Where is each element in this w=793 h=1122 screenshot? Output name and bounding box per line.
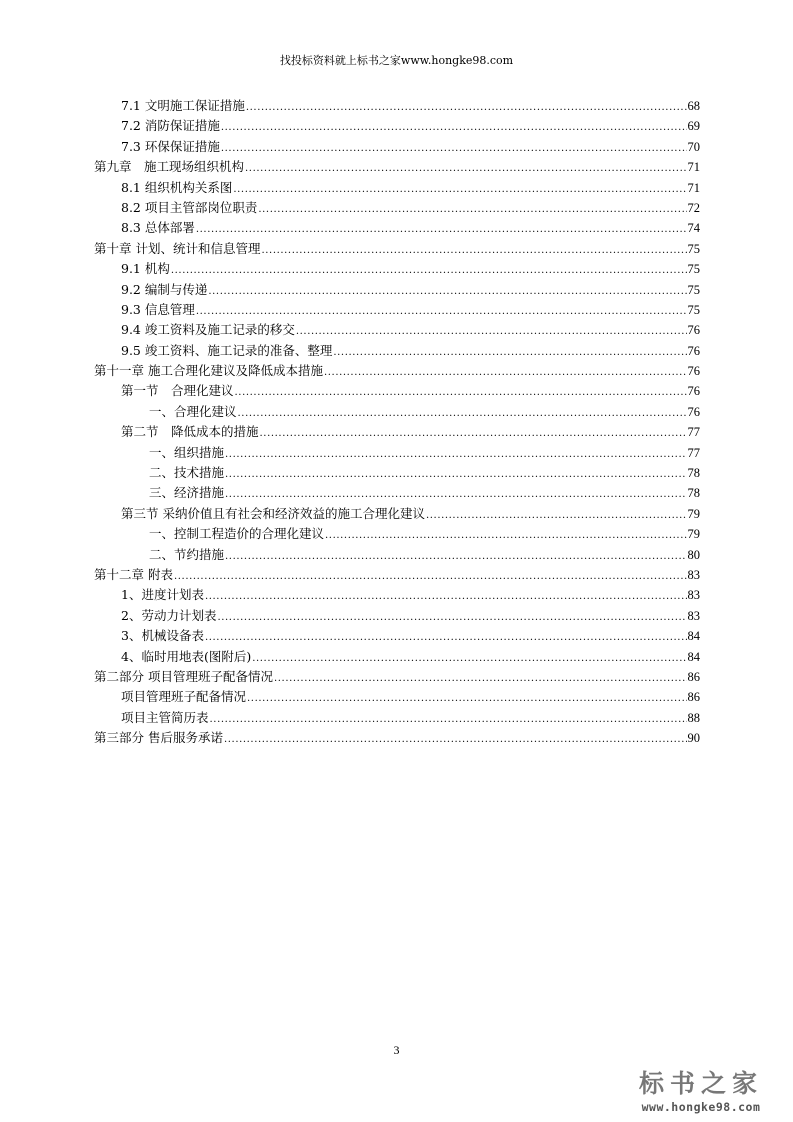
toc-entry[interactable] bbox=[94, 239, 700, 259]
toc-entry[interactable] bbox=[94, 647, 700, 667]
dot-leader bbox=[225, 463, 686, 485]
page-header: 找投标资料就上标书之家www.hongke98.com bbox=[279, 54, 514, 67]
dot-leader bbox=[261, 239, 686, 261]
toc-entry-page: 88 bbox=[687, 710, 700, 725]
toc-entry-page: 75 bbox=[687, 282, 700, 297]
dot-leader bbox=[274, 667, 687, 689]
toc-entry-page: 76 bbox=[687, 384, 700, 399]
toc-entry-title: 9.2 编制与传递 bbox=[121, 281, 208, 297]
toc-entry[interactable] bbox=[94, 667, 700, 687]
toc-entry-page: 84 bbox=[687, 649, 700, 664]
dot-leader bbox=[247, 687, 686, 709]
dot-leader bbox=[325, 524, 686, 546]
toc-entry[interactable] bbox=[94, 178, 700, 198]
toc-entry-title: 第二节 降低成本的措施 bbox=[121, 424, 259, 440]
toc-entry[interactable] bbox=[94, 218, 700, 238]
dot-leader bbox=[296, 320, 687, 342]
toc-entry-page: 86 bbox=[687, 669, 700, 684]
toc-entry-title: 9.4 竣工资料及施工记录的移交 bbox=[121, 322, 295, 338]
toc-entry-title: 8.2 项目主管部岗位职责 bbox=[121, 199, 258, 215]
toc-entry-page: 71 bbox=[687, 180, 700, 195]
dot-leader bbox=[171, 259, 687, 281]
toc-entry-page: 70 bbox=[687, 139, 700, 154]
dot-leader bbox=[225, 443, 686, 465]
toc-entry[interactable] bbox=[94, 198, 700, 218]
toc-entry[interactable] bbox=[94, 708, 700, 728]
toc-entry-title: 9.1 机构 bbox=[121, 261, 170, 277]
toc-entry-title: 项目主管简历表 bbox=[121, 709, 209, 725]
dot-leader bbox=[217, 606, 686, 628]
toc-entry-title: 一、控制工程造价的合理化建议 bbox=[149, 526, 325, 542]
dot-leader bbox=[235, 381, 687, 403]
toc-entry-page: 75 bbox=[687, 262, 700, 277]
toc-entry-page: 76 bbox=[687, 343, 700, 358]
toc-entry[interactable] bbox=[94, 320, 700, 340]
toc-entry-page: 78 bbox=[687, 486, 700, 501]
toc-entry-title: 1、进度计划表 bbox=[121, 587, 204, 603]
dot-leader bbox=[260, 422, 687, 444]
watermark-url: www.hongke98.com bbox=[641, 1100, 761, 1114]
toc-entry[interactable] bbox=[94, 381, 700, 401]
toc-entry-page: 74 bbox=[687, 221, 700, 236]
toc-entry-title: 2、劳动力计划表 bbox=[121, 607, 217, 623]
dot-leader bbox=[210, 708, 687, 730]
dot-leader bbox=[252, 647, 686, 669]
toc-entry[interactable] bbox=[94, 137, 700, 157]
toc-entry-title: 7.2 消防保证措施 bbox=[121, 118, 220, 134]
toc-entry[interactable] bbox=[94, 463, 700, 483]
toc-entry-title: 第十二章 附表 bbox=[94, 566, 173, 582]
dot-leader bbox=[225, 545, 686, 567]
toc-entry-page: 68 bbox=[687, 99, 700, 113]
toc-entry-page: 78 bbox=[687, 466, 700, 481]
dot-leader bbox=[245, 157, 686, 179]
toc-entry[interactable] bbox=[94, 728, 700, 748]
toc-entry-page: 75 bbox=[687, 241, 700, 256]
toc-entry-title: 3、机械设备表 bbox=[121, 628, 204, 644]
toc-entry-page: 77 bbox=[687, 425, 700, 440]
toc-entry-page: 83 bbox=[687, 608, 700, 623]
dot-leader bbox=[205, 626, 687, 648]
toc-entry[interactable] bbox=[94, 524, 700, 544]
watermark-logo bbox=[621, 1068, 781, 1114]
dot-leader bbox=[246, 96, 687, 118]
toc-entry[interactable] bbox=[94, 626, 700, 646]
toc-entry[interactable] bbox=[94, 585, 700, 605]
toc-entry-page: 83 bbox=[687, 588, 700, 603]
toc-entry-page: 72 bbox=[687, 200, 700, 215]
toc-entry-title: 8.1 组织机构关系图 bbox=[121, 179, 233, 195]
toc-entry[interactable] bbox=[94, 259, 700, 279]
page-number: 3 bbox=[393, 1043, 400, 1057]
toc-entry-title: 一、组织措施 bbox=[149, 444, 225, 460]
toc-entry-title: 7.1 文明施工保证措施 bbox=[121, 98, 245, 113]
dot-leader bbox=[233, 178, 686, 200]
toc-entry[interactable] bbox=[94, 402, 700, 422]
toc-entry-title: 第三部分 售后服务承诺 bbox=[94, 730, 223, 746]
toc-entry-title: 9.3 信息管理 bbox=[121, 301, 195, 317]
toc-entry[interactable] bbox=[94, 341, 700, 361]
toc-entry[interactable] bbox=[94, 545, 700, 565]
toc-entry[interactable] bbox=[94, 504, 700, 524]
toc-entry-page: 84 bbox=[687, 629, 700, 644]
toc-entry-page: 76 bbox=[687, 323, 700, 338]
table-of-contents bbox=[94, 96, 700, 749]
toc-entry-page: 79 bbox=[687, 527, 700, 542]
dot-leader bbox=[238, 402, 687, 424]
toc-entry-title: 8.3 总体部署 bbox=[121, 220, 195, 236]
dot-leader bbox=[174, 565, 687, 587]
dot-leader bbox=[196, 218, 687, 240]
toc-entry[interactable] bbox=[94, 280, 700, 300]
toc-entry-page: 76 bbox=[687, 404, 700, 419]
dot-leader bbox=[205, 585, 687, 607]
toc-entry[interactable] bbox=[94, 157, 700, 177]
watermark-name: 标书之家 bbox=[638, 1069, 763, 1098]
dot-leader bbox=[225, 483, 686, 505]
toc-entry-title: 项目管理班子配备情况 bbox=[121, 689, 247, 705]
dot-leader bbox=[426, 504, 687, 526]
toc-entry[interactable] bbox=[94, 606, 700, 626]
toc-entry-page: 79 bbox=[687, 506, 700, 521]
toc-entry-title: 第十章 计划、统计和信息管理 bbox=[94, 240, 261, 256]
toc-entry[interactable] bbox=[94, 361, 700, 381]
toc-entry[interactable] bbox=[94, 565, 700, 585]
toc-entry-page: 77 bbox=[687, 445, 700, 460]
toc-entry-title: 第一节 合理化建议 bbox=[121, 383, 234, 399]
dot-leader bbox=[224, 728, 687, 750]
toc-entry[interactable] bbox=[94, 443, 700, 463]
toc-entry[interactable] bbox=[94, 483, 700, 503]
dot-leader bbox=[196, 300, 687, 322]
toc-entry-page: 75 bbox=[687, 302, 700, 317]
toc-entry-title: 第二部分 项目管理班子配备情况 bbox=[94, 668, 273, 684]
toc-entry[interactable] bbox=[94, 687, 700, 707]
dot-leader bbox=[324, 361, 687, 383]
toc-entry-page: 80 bbox=[687, 547, 700, 562]
toc-entry-title: 二、技术措施 bbox=[149, 465, 225, 481]
toc-entry-title: 二、节约措施 bbox=[149, 546, 225, 562]
dot-leader bbox=[258, 198, 686, 220]
dot-leader bbox=[221, 137, 687, 159]
toc-entry-title: 三、经济措施 bbox=[149, 485, 225, 501]
toc-entry-page: 71 bbox=[687, 160, 700, 175]
toc-entry[interactable] bbox=[94, 422, 700, 442]
toc-entry-title: 第九章 施工现场组织机构 bbox=[94, 159, 245, 175]
toc-entry[interactable] bbox=[94, 116, 700, 136]
toc-entry-title: 一、合理化建议 bbox=[149, 403, 237, 419]
dot-leader bbox=[333, 341, 686, 363]
toc-entry[interactable] bbox=[94, 96, 700, 116]
dot-leader bbox=[208, 280, 686, 302]
toc-entry-title: 第三节 采纳价值且有社会和经济效益的施工合理化建议 bbox=[121, 505, 425, 521]
toc-entry-title: 4、临时用地表(图附后) bbox=[121, 648, 252, 664]
toc-entry-title: 9.5 竣工资料、施工记录的准备、整理 bbox=[121, 342, 333, 358]
toc-entry-title: 7.3 环保保证措施 bbox=[121, 138, 220, 154]
toc-entry-page: 86 bbox=[687, 690, 700, 705]
toc-entry[interactable] bbox=[94, 300, 700, 320]
dot-leader bbox=[221, 116, 687, 138]
toc-entry-page: 83 bbox=[687, 567, 700, 582]
toc-entry-page: 69 bbox=[687, 119, 700, 134]
toc-entry-page: 90 bbox=[687, 731, 700, 746]
toc-entry-page: 76 bbox=[687, 364, 700, 379]
toc-entry-title: 第十一章 施工合理化建议及降低成本措施 bbox=[94, 363, 323, 379]
